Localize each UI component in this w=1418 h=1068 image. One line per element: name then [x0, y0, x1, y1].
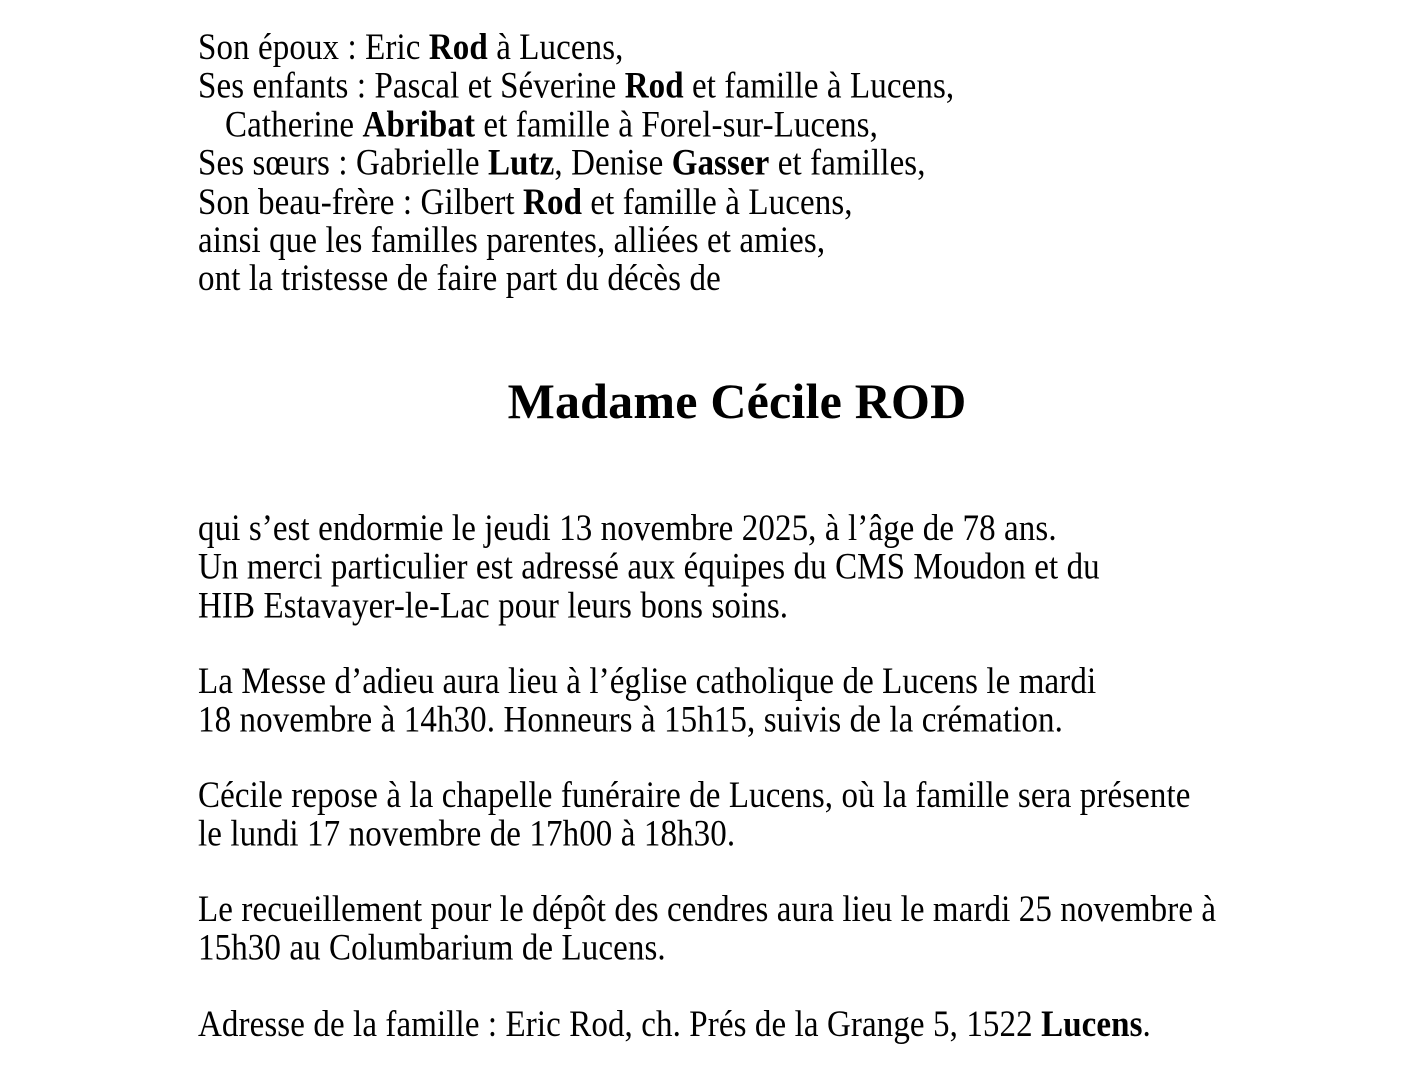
text-line	[198, 29, 954, 68]
text-line	[198, 1006, 1151, 1045]
text-segment: Cécile repose à la chapelle funéraire de Lucens, où la famille sera présente	[198, 775, 1191, 817]
text-segment: ainsi que les familles parentes, alliées et amies,	[198, 220, 826, 261]
text-line	[198, 549, 1100, 588]
death-notice-paragraph	[198, 510, 1100, 626]
bold-name-segment: Gasser	[671, 143, 770, 184]
text-segment: et famille à Forel-sur-Lucens,	[475, 104, 878, 146]
text-line	[198, 510, 1100, 549]
text-line	[198, 260, 954, 299]
text-segment: Le recueillement pour le dépôt des cendres aura lieu le mardi 25 novembre à	[198, 889, 1217, 931]
family-intro-paragraph	[198, 29, 954, 299]
text-line	[198, 222, 954, 261]
text-segment: 18 novembre à 14h30. Honneurs à 15h15, suivis de la crémation.	[198, 700, 1063, 741]
bold-name-segment: Lutz	[487, 143, 555, 184]
text-segment: HIB Estavayer-le-Lac pour leurs bons soins.	[198, 585, 789, 627]
text-segment: et famille à Lucens,	[582, 182, 853, 223]
text-segment: et familles,	[769, 143, 926, 184]
text-segment: Un merci particulier est adressé aux équipes du CMS Moudon et du	[198, 547, 1100, 588]
text-line	[198, 183, 954, 222]
text-segment: Catherine	[225, 104, 363, 146]
bold-name-segment: Rod	[428, 27, 488, 69]
bold-name-segment: Lucens	[1041, 1004, 1143, 1046]
text-line	[198, 145, 954, 184]
text-segment: Adresse de la famille : Eric Rod, ch. Prés de la Grange 5, 1522	[198, 1004, 1042, 1046]
text-segment: le lundi 17 novembre de 17h00 à 18h30.	[198, 814, 736, 855]
text-line	[198, 816, 1191, 855]
deceased-name-title: Madame Cécile ROD	[507, 373, 967, 429]
text-line	[198, 663, 1096, 702]
bold-name-segment: Abribat	[362, 104, 476, 146]
text-segment: La Messe d’adieu aura lieu à l’église catholique de Lucens le mardi	[198, 661, 1097, 703]
text-segment: à Lucens,	[487, 27, 624, 69]
text-segment: ont la tristesse de faire part du décès de	[198, 259, 721, 300]
text-segment: et famille à Lucens,	[683, 66, 955, 107]
bold-name-segment: Rod	[523, 182, 583, 223]
text-segment: .	[1142, 1004, 1151, 1046]
bold-name-segment: Rod	[624, 66, 684, 107]
text-line	[198, 891, 1216, 930]
text-segment: Son époux : Eric	[198, 27, 429, 69]
text-segment: 15h30 au Columbarium de Lucens.	[198, 928, 666, 969]
text-line	[198, 702, 1096, 741]
text-line	[198, 930, 1216, 969]
family-address-paragraph	[198, 1006, 1151, 1045]
text-line	[198, 777, 1191, 816]
text-segment: Son beau-frère : Gilbert	[198, 182, 524, 223]
text-line	[198, 68, 954, 107]
text-segment: Ses sœurs : Gabrielle	[198, 143, 488, 184]
text-segment: qui s’est endormie le jeudi 13 novembre 2025, à l’âge de 78 ans.	[198, 508, 1057, 550]
text-segment: Ses enfants : Pascal et Séverine	[198, 66, 625, 107]
ashes-deposit-paragraph	[198, 891, 1216, 968]
text-segment: , Denise	[554, 143, 672, 184]
text-line	[198, 106, 954, 145]
mass-info-paragraph	[198, 663, 1096, 740]
text-line	[198, 587, 1100, 626]
chapel-visit-paragraph	[198, 777, 1191, 854]
